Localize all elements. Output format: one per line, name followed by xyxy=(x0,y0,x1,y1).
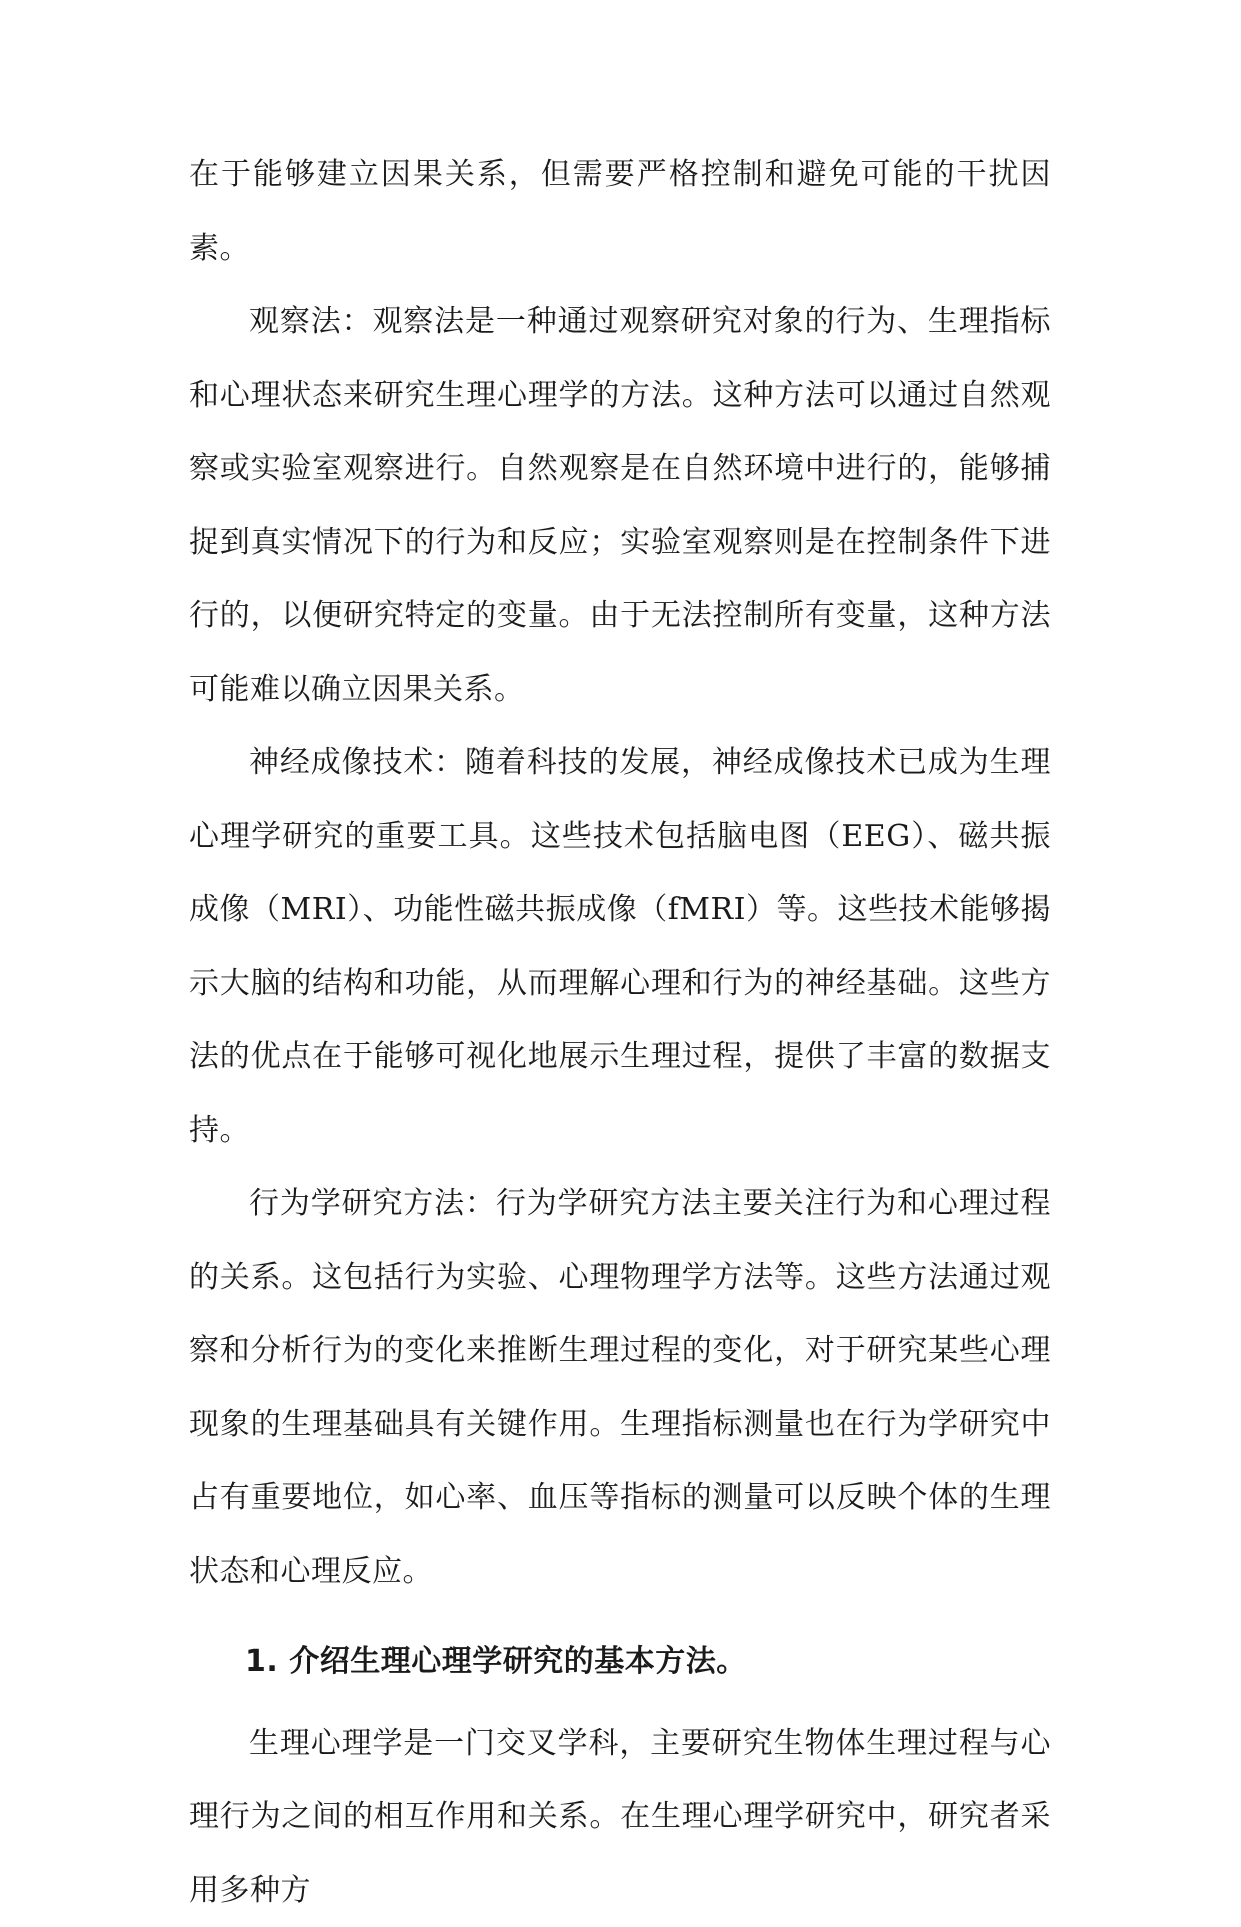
section-heading: 1. 介绍生理心理学研究的基本方法。 xyxy=(189,1625,1051,1699)
paragraph-behavioral-methods: 行为学研究方法：行为学研究方法主要关注行为和心理过程的关系。这包括行为实验、心理物理学方法等。这些方法通过观察和分析行为的变化来推断生理过程的变化，对于研究某些心理现象的生理基础具有关键作用。生理指标测量也在行为学研究中占有重要地位，如心率、血压等指标的测量可以反映个体的生理状态和心理反应。 xyxy=(189,1167,1051,1608)
paragraph-continuation: 在于能够建立因果关系，但需要严格控制和避免可能的干扰因素。 xyxy=(189,138,1051,285)
paragraph-observation-method: 观察法：观察法是一种通过观察研究对象的行为、生理指标和心理状态来研究生理心理学的方法。这种方法可以通过自然观察或实验室观察进行。自然观察是在自然环境中进行的，能够捕捉到真实情况下的行为和反应；实验室观察则是在控制条件下进行的，以便研究特定的变量。由于无法控制所有变量，这种方法可能难以确立因果关系。 xyxy=(189,285,1051,726)
paragraph-intro: 生理心理学是一门交叉学科，主要研究生物体生理过程与心理行为之间的相互作用和关系。在生理心理学研究中，研究者采用多种方 xyxy=(189,1707,1051,1927)
paragraph-neuroimaging: 神经成像技术：随着科技的发展，神经成像技术已成为生理心理学研究的重要工具。这些技术包括脑电图（EEG）、磁共振成像（MRI）、功能性磁共振成像（fMRI）等。这些技术能够揭示大脑的结构和功能，从而理解心理和行为的神经基础。这些方法的优点在于能够可视化地展示生理过程，提供了丰富的数据支持。 xyxy=(189,726,1051,1167)
document-body xyxy=(189,138,1051,1927)
